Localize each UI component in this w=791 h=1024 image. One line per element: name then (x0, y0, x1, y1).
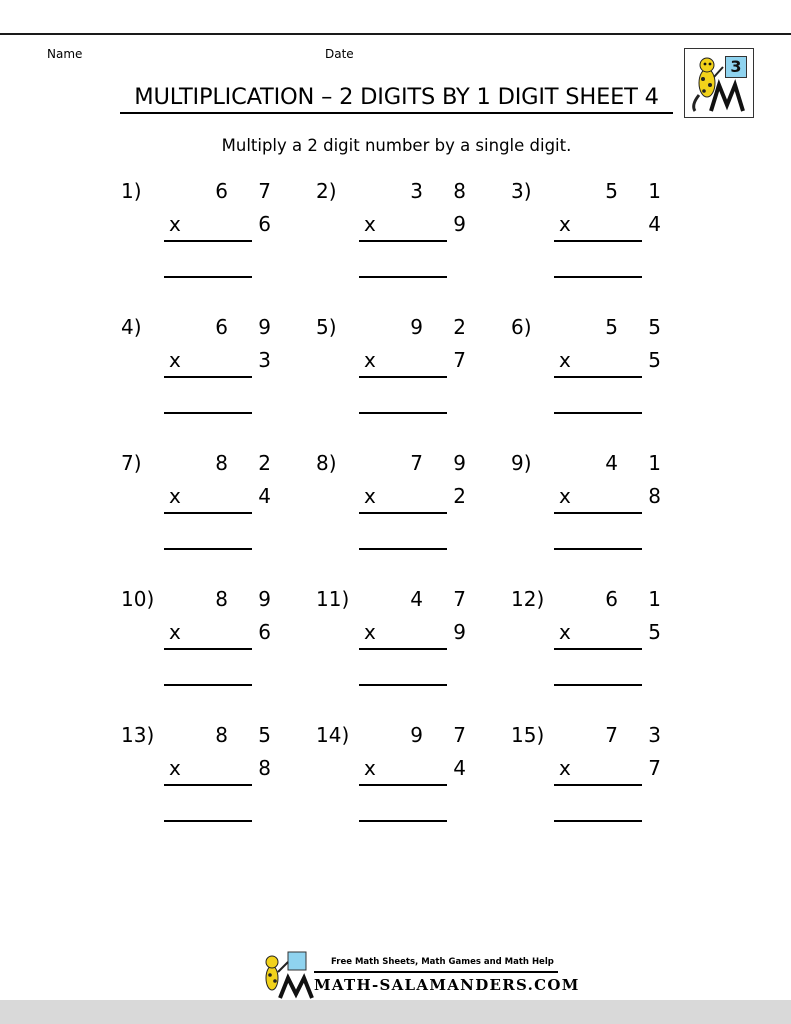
sum-line (359, 784, 447, 786)
answer-line[interactable] (554, 820, 642, 822)
sum-line (164, 648, 252, 650)
problem-number: 14) (316, 723, 350, 747)
problem-number: 10) (121, 587, 155, 611)
multiplicand: 7 9 (410, 451, 478, 475)
times-sign: x (364, 212, 376, 236)
times-sign: x (364, 620, 376, 644)
multiplicand: 8 5 (215, 723, 283, 747)
answer-line[interactable] (359, 276, 447, 278)
problem-number: 2) (316, 179, 337, 203)
problem-6 (511, 315, 673, 415)
times-sign: x (169, 756, 181, 780)
times-sign: x (364, 484, 376, 508)
multiplier: 5 (648, 620, 661, 644)
answer-line[interactable] (164, 276, 252, 278)
worksheet-title: MULTIPLICATION – 2 DIGITS BY 1 DIGIT SHEET 4 (134, 84, 659, 110)
sum-line (359, 240, 447, 242)
answer-line[interactable] (359, 684, 447, 686)
problem-number: 12) (511, 587, 545, 611)
problem-number: 5) (316, 315, 337, 339)
multiplicand: 5 1 (605, 179, 673, 203)
problem-number: 1) (121, 179, 142, 203)
multiplicand: 9 2 (410, 315, 478, 339)
multiplier: 4 (453, 756, 466, 780)
grade-logo (684, 48, 754, 118)
problem-8 (316, 451, 478, 551)
date-label: Date (325, 47, 354, 61)
multiplier: 4 (648, 212, 661, 236)
problem-3 (511, 179, 673, 279)
problem-number: 11) (316, 587, 350, 611)
multiplicand: 9 7 (410, 723, 478, 747)
multiplier: 2 (453, 484, 466, 508)
sum-line (554, 648, 642, 650)
answer-line[interactable] (164, 548, 252, 550)
problem-number: 3) (511, 179, 532, 203)
sum-line (164, 240, 252, 242)
answer-line[interactable] (359, 548, 447, 550)
multiplier: 8 (258, 756, 271, 780)
times-sign: x (169, 348, 181, 372)
multiplicand: 7 3 (605, 723, 673, 747)
problem-13 (121, 723, 283, 823)
sum-line (164, 784, 252, 786)
sum-line (554, 512, 642, 514)
multiplier: 8 (648, 484, 661, 508)
times-sign: x (559, 348, 571, 372)
answer-line[interactable] (164, 684, 252, 686)
multiplicand: 6 7 (215, 179, 283, 203)
sum-line (554, 784, 642, 786)
multiplicand: 4 7 (410, 587, 478, 611)
problem-15 (511, 723, 673, 823)
name-label: Name (47, 47, 83, 61)
sum-line (359, 512, 447, 514)
answer-line[interactable] (359, 412, 447, 414)
multiplicand: 8 2 (215, 451, 283, 475)
sum-line (554, 376, 642, 378)
footer-logo (258, 950, 314, 1004)
times-sign: x (364, 756, 376, 780)
problem-5 (316, 315, 478, 415)
salamander-mascot-icon (258, 950, 314, 1000)
grade-badge: 3 (725, 56, 747, 78)
multiplier: 7 (648, 756, 661, 780)
problem-10 (121, 587, 283, 687)
problem-1 (121, 179, 283, 279)
times-sign: x (169, 484, 181, 508)
problem-number: 7) (121, 451, 142, 475)
sum-line (359, 648, 447, 650)
footer-site-name: MATH-SALAMANDERS.COM (314, 976, 580, 994)
bottom-band (0, 1000, 791, 1024)
problem-12 (511, 587, 673, 687)
multiplier: 5 (648, 348, 661, 372)
problem-9 (511, 451, 673, 551)
footer-tagline: Free Math Sheets, Math Games and Math Help (331, 957, 554, 967)
problem-14 (316, 723, 478, 823)
times-sign: x (169, 212, 181, 236)
problem-7 (121, 451, 283, 551)
answer-line[interactable] (359, 820, 447, 822)
multiplier: 3 (258, 348, 271, 372)
answer-line[interactable] (164, 412, 252, 414)
sum-line (164, 512, 252, 514)
title-underline (120, 112, 673, 114)
footer-divider (314, 971, 558, 973)
multiplicand: 4 1 (605, 451, 673, 475)
answer-line[interactable] (164, 820, 252, 822)
multiplicand: 6 1 (605, 587, 673, 611)
times-sign: x (559, 756, 571, 780)
problem-number: 8) (316, 451, 337, 475)
multiplicand: 3 8 (410, 179, 478, 203)
problem-number: 9) (511, 451, 532, 475)
multiplicand: 6 9 (215, 315, 283, 339)
times-sign: x (559, 620, 571, 644)
multiplier: 6 (258, 212, 271, 236)
multiplicand: 8 9 (215, 587, 283, 611)
multiplier: 4 (258, 484, 271, 508)
problem-number: 6) (511, 315, 532, 339)
sum-line (554, 240, 642, 242)
sum-line (359, 376, 447, 378)
times-sign: x (559, 484, 571, 508)
times-sign: x (364, 348, 376, 372)
top-divider (0, 33, 791, 35)
sum-line (164, 376, 252, 378)
instructions: Multiply a 2 digit number by a single digit. (221, 136, 572, 155)
answer-line[interactable] (554, 548, 642, 550)
problem-number: 15) (511, 723, 545, 747)
problem-4 (121, 315, 283, 415)
answer-line[interactable] (554, 684, 642, 686)
answer-line[interactable] (554, 412, 642, 414)
times-sign: x (559, 212, 571, 236)
problem-2 (316, 179, 478, 279)
times-sign: x (169, 620, 181, 644)
multiplier: 9 (453, 620, 466, 644)
answer-line[interactable] (554, 276, 642, 278)
multiplier: 6 (258, 620, 271, 644)
problem-number: 13) (121, 723, 155, 747)
multiplier: 7 (453, 348, 466, 372)
problem-11 (316, 587, 478, 687)
multiplicand: 5 5 (605, 315, 673, 339)
problem-number: 4) (121, 315, 142, 339)
multiplier: 9 (453, 212, 466, 236)
